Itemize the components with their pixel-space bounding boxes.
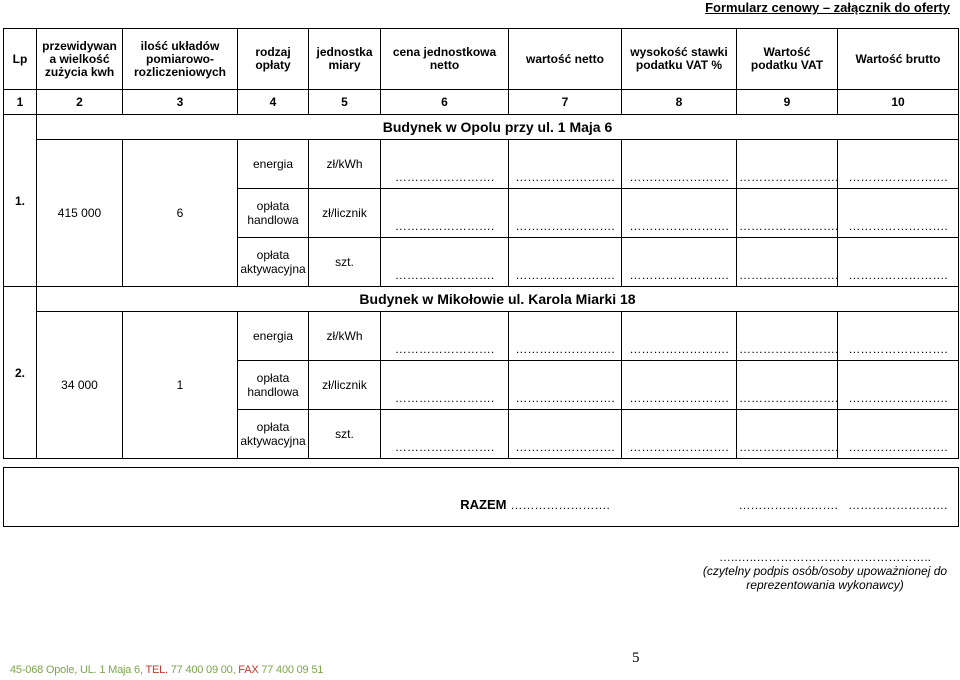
gross-value-field[interactable]: ……………………. — [838, 140, 959, 189]
vat-value-field[interactable]: ……………………. — [737, 140, 838, 189]
net-value-field[interactable]: ……………………. — [509, 140, 622, 189]
unit-price-field[interactable]: ……………………. — [381, 189, 509, 238]
signature-caption: (czytelny podpis osób/osoby upoważnionej do reprezentowania wykonawcy) — [702, 564, 948, 592]
col-number: 10 — [838, 90, 959, 115]
price-form-table — [3, 28, 959, 527]
fee-type: energia — [238, 312, 309, 361]
header-meters: ilość układów pomiarowo-rozliczeniowych — [123, 29, 238, 90]
header-net-value: wartość netto — [509, 29, 622, 90]
header-unit: jednostka miary — [309, 29, 381, 90]
net-value-field[interactable]: ……………………. — [509, 238, 622, 287]
net-value-field[interactable]: ……………………. — [509, 189, 622, 238]
total-empty — [622, 468, 737, 527]
col-number: 4 — [238, 90, 309, 115]
unit-price-field[interactable]: ……………………. — [381, 361, 509, 410]
col-number: 7 — [509, 90, 622, 115]
vat-value-field[interactable]: ……………………. — [737, 361, 838, 410]
unit: zł/licznik — [309, 189, 381, 238]
document-title: Formularz cenowy – załącznik do oferty — [705, 0, 950, 15]
usage-value: 415 000 — [37, 140, 123, 287]
vat-value-field[interactable]: ……………………. — [737, 189, 838, 238]
col-number: 9 — [737, 90, 838, 115]
unit: zł/licznik — [309, 361, 381, 410]
footer-tel-label: TEL. — [145, 664, 171, 676]
signature-line[interactable]: …..…..…………………………………….. — [718, 550, 931, 564]
header-gross-value: Wartość brutto — [838, 29, 959, 90]
col-number: 6 — [381, 90, 509, 115]
header-row — [4, 29, 959, 90]
net-value-field[interactable]: ……………………. — [509, 410, 622, 459]
col-number: 8 — [622, 90, 737, 115]
col-number: 3 — [123, 90, 238, 115]
footer-fax-number: 77 400 09 51 — [261, 664, 324, 676]
footer-address-part: 45-068 Opole, UL. 1 Maja 6, — [10, 664, 146, 676]
header-fee-type: rodzaj opłaty — [238, 29, 309, 90]
page-number: 5 — [632, 650, 640, 666]
header-usage: przewidywan a wielkość zużycia kwh — [37, 29, 123, 90]
unit-price-field[interactable]: ……………………. — [381, 312, 509, 361]
building-name: Budynek w Mikołowie ul. Karola Miarki 18 — [37, 287, 959, 312]
col-number: 2 — [37, 90, 123, 115]
total-vat-field[interactable]: ……………………. — [737, 468, 838, 527]
header-unit-price: cena jednostkowa netto — [381, 29, 509, 90]
unit: zł/kWh — [309, 140, 381, 189]
header-vat-value: Wartość podatku VAT — [737, 29, 838, 90]
spacer-row — [4, 459, 959, 468]
col-number: 1 — [4, 90, 37, 115]
fee-type: opłata aktywacyjna — [238, 410, 309, 459]
unit: zł/kWh — [309, 312, 381, 361]
fee-type: opłata handlowa — [238, 361, 309, 410]
usage-value: 34 000 — [37, 312, 123, 459]
total-label: RAZEM — [4, 468, 509, 527]
footer-fax-label: FAX — [238, 664, 262, 676]
gross-value-field[interactable]: ……………………. — [838, 189, 959, 238]
unit-price-field[interactable]: ……………………. — [381, 410, 509, 459]
unit-price-field[interactable]: ……………………. — [381, 140, 509, 189]
total-gross-field[interactable]: ……………………. — [838, 468, 959, 527]
unit: szt. — [309, 238, 381, 287]
fee-type: opłata aktywacyjna — [238, 238, 309, 287]
col-number: 5 — [309, 90, 381, 115]
header-vat-rate: wysokość stawki podatku VAT % — [622, 29, 737, 90]
meters-value: 1 — [123, 312, 238, 459]
fee-row — [4, 312, 959, 361]
vat-rate-field[interactable]: ……………………. — [622, 410, 737, 459]
building-heading-row — [4, 287, 959, 312]
vat-rate-field[interactable]: ……………………. — [622, 238, 737, 287]
building-name: Budynek w Opolu przy ul. 1 Maja 6 — [37, 115, 959, 140]
footer-address — [10, 664, 323, 676]
unit-price-field[interactable]: ……………………. — [381, 238, 509, 287]
vat-rate-field[interactable]: ……………………. — [622, 312, 737, 361]
gross-value-field[interactable]: ……………………. — [838, 312, 959, 361]
meters-value: 6 — [123, 140, 238, 287]
vat-value-field[interactable]: ……………………. — [737, 312, 838, 361]
net-value-field[interactable]: ……………………. — [509, 312, 622, 361]
gross-value-field[interactable]: ……………………. — [838, 361, 959, 410]
total-row — [4, 468, 959, 527]
header-lp: Lp — [4, 29, 37, 90]
vat-rate-field[interactable]: ……………………. — [622, 361, 737, 410]
fee-row — [4, 140, 959, 189]
gross-value-field[interactable]: ……………………. — [838, 410, 959, 459]
vat-value-field[interactable]: ……………………. — [737, 238, 838, 287]
row-lp: 2. — [4, 287, 37, 459]
signature-block — [700, 550, 950, 592]
total-net-field[interactable]: ……………………. — [509, 468, 622, 527]
row-lp: 1. — [4, 115, 37, 287]
building-heading-row — [4, 115, 959, 140]
fee-type: energia — [238, 140, 309, 189]
vat-rate-field[interactable]: ……………………. — [622, 189, 737, 238]
vat-rate-field[interactable]: ……………………. — [622, 140, 737, 189]
unit: szt. — [309, 410, 381, 459]
footer-tel-number: 77 400 09 00, — [170, 664, 239, 676]
vat-value-field[interactable]: ……………………. — [737, 410, 838, 459]
spacer — [4, 459, 959, 468]
net-value-field[interactable]: ……………………. — [509, 361, 622, 410]
column-number-row — [4, 90, 959, 115]
gross-value-field[interactable]: ……………………. — [838, 238, 959, 287]
fee-type: opłata handlowa — [238, 189, 309, 238]
